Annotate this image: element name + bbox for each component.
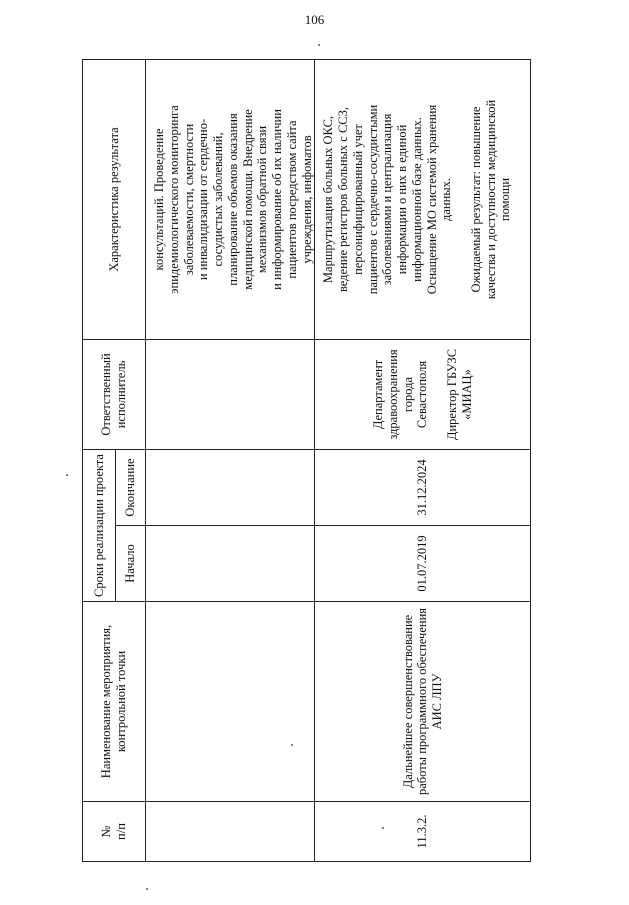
cell-responsible <box>146 340 315 450</box>
cell-end <box>146 450 315 526</box>
header-row-top <box>83 60 116 862</box>
cell-start: 01.07.2019 <box>315 526 531 602</box>
rotated-table-wrapper <box>82 60 528 862</box>
scan-speck <box>318 44 320 46</box>
scan-speck <box>291 744 293 746</box>
cell-number <box>146 802 315 862</box>
scan-speck <box>146 888 148 890</box>
header-result: Характеристика результата <box>83 60 146 340</box>
page-number: 106 <box>304 12 325 27</box>
header-number: № п/п <box>83 802 146 862</box>
cell-number: 11.3.2. <box>315 802 531 862</box>
cell-name <box>146 602 315 802</box>
cell-name: Дальнейшее совершенствование работы программного обеспечения АИС ЛПУ <box>315 602 531 802</box>
header-responsible: Ответственный исполнитель <box>83 340 146 450</box>
header-timeline: Сроки реализации проекта <box>83 450 116 602</box>
cell-responsible: Департамент здравоохранения города Севастополя Директор ГБУЗС «МИАЦ» <box>315 340 531 450</box>
header-start: Начало <box>116 526 146 602</box>
table-row <box>315 60 531 862</box>
header-end: Окончание <box>116 450 146 526</box>
header-name: Наименование мероприятия, контрольной точки <box>83 602 146 802</box>
scan-speck <box>382 827 384 829</box>
rotated-table-sheet <box>82 60 528 862</box>
cell-end: 31.12.2024 <box>315 450 531 526</box>
table-row <box>146 60 315 862</box>
cell-result: консультаций. Проведение эпидемиологического мониторинга заболеваемости, смертности и инвалидизации от сердечно- сосудистых заболеваний, планирование объемов оказания медицинской помощи. Внедрение механизмов обратной связи и информирование об их наличии пациентов посредством сайта учреждения, инфоматов <box>146 60 315 340</box>
scan-speck <box>66 474 68 476</box>
plan-table <box>82 59 531 862</box>
cell-result: Маршрутизация больных ОКС, ведение регистров больных с ССЗ, персонифицированный учет пациентов с сердечно-сосудистыми заболеваниями и централизация информации о них в единой информационной базе данных. Оснащение МО системой хранения данных. Ожидаемый результат: повышение качества и доступности медицинской помощи <box>315 60 531 340</box>
cell-start <box>146 526 315 602</box>
